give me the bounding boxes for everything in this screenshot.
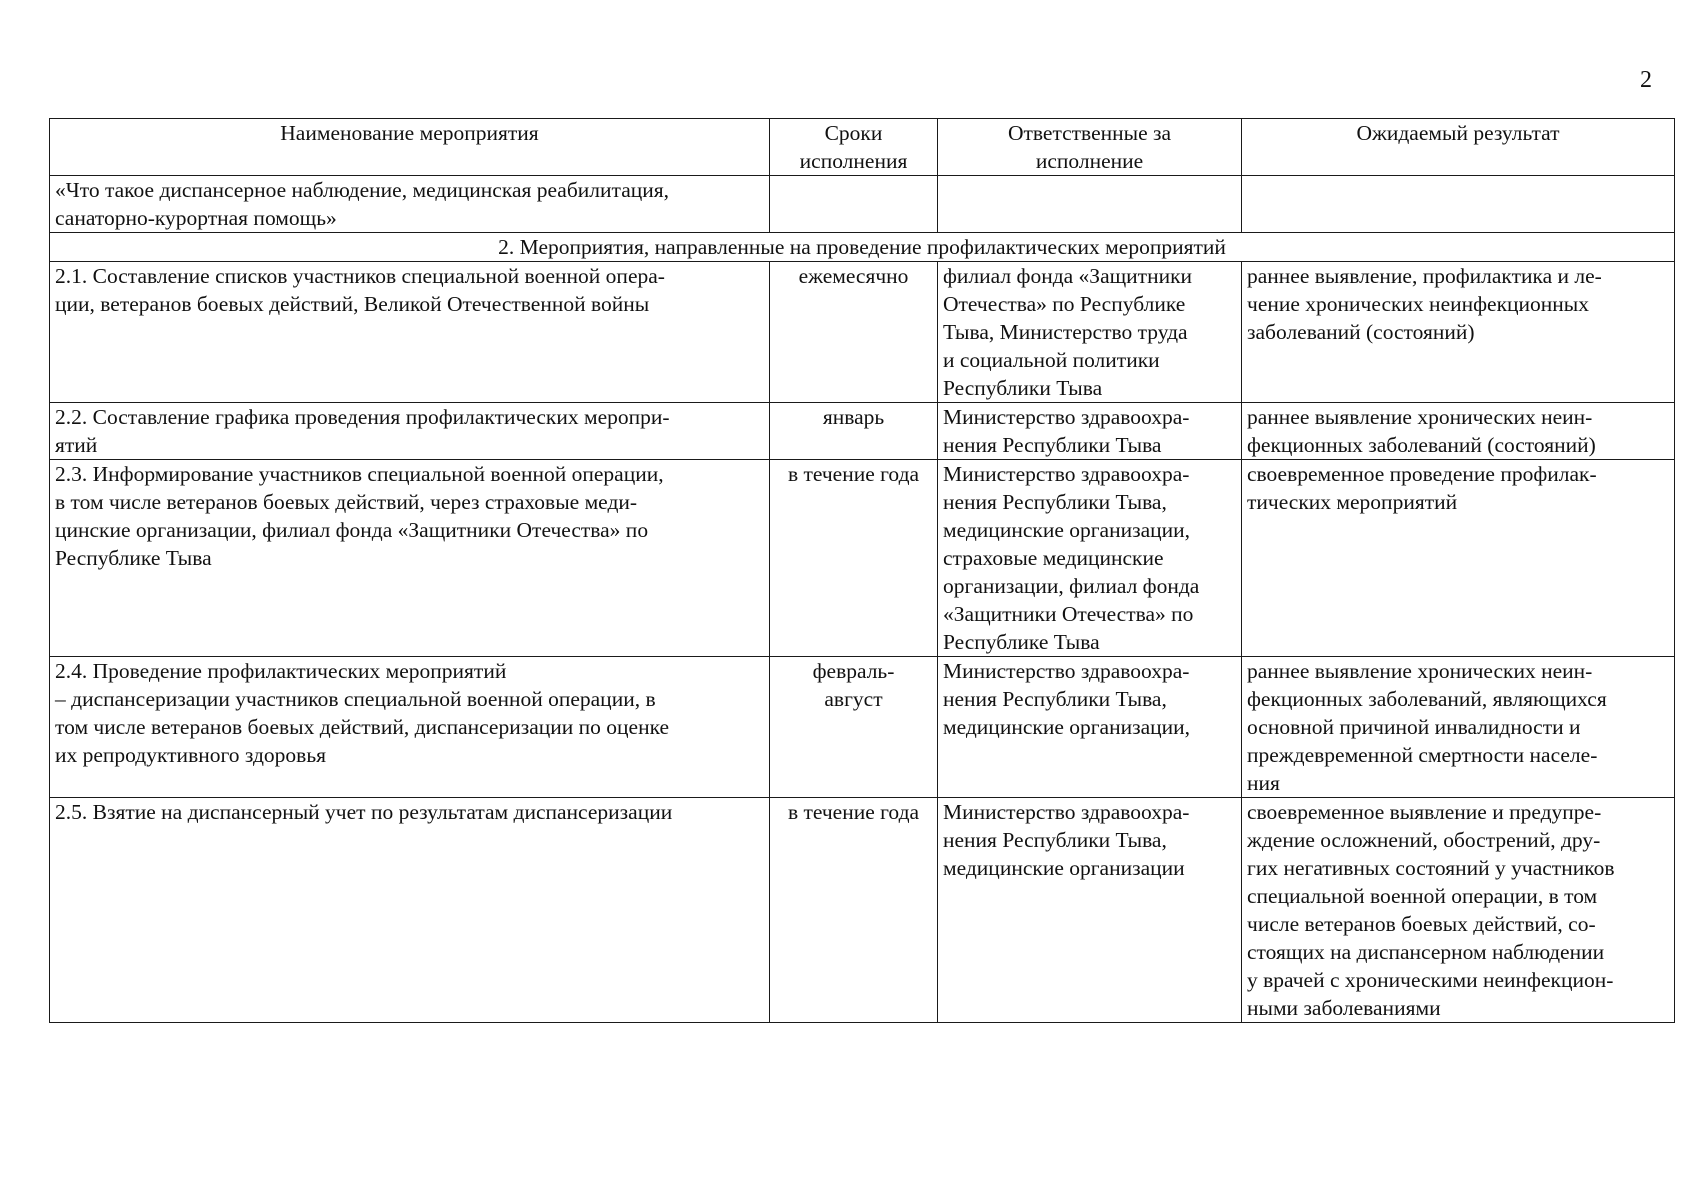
cell-result: раннее выявление хронических неин- фекционных заболеваний (состояний): [1242, 403, 1675, 460]
section-title-row: [50, 233, 1675, 262]
page-number: 2: [1640, 67, 1652, 93]
table-row: [50, 798, 1675, 1023]
cell-deadline: в течение года: [770, 798, 938, 1023]
cell-result: своевременное выявление и предупре- ждение осложнений, обострений, дру- гих негативных состояний у участников специальной военной операции, в том числе ветеранов боевых действий, со- стоящих на диспансерном наблюдении у врачей с хроническими неинфекцион- ными заболеваниями: [1242, 798, 1675, 1023]
table-row: [50, 403, 1675, 460]
cell-deadline: февраль- август: [770, 657, 938, 798]
cell-deadline: ежемесячно: [770, 262, 938, 403]
header-result: Ожидаемый результат: [1242, 119, 1675, 176]
cell-name: 2.1. Составление списков участников специальной военной опера- ции, ветеранов боевых действий, Великой Отечественной войны: [50, 262, 770, 403]
table-row: [50, 262, 1675, 403]
cell-responsible: Министерство здравоохра- нения Республики Тыва: [938, 403, 1242, 460]
cell-deadline: в течение года: [770, 460, 938, 657]
cell-name: 2.3. Информирование участников специальной военной операции, в том числе ветеранов боевых действий, через страховые меди- цинские организации, филиал фонда «Защитники Отечества» по Республике Тыва: [50, 460, 770, 657]
cell-result: [1242, 176, 1675, 233]
table-row: [50, 460, 1675, 657]
cell-responsible: [938, 176, 1242, 233]
table-row: [50, 176, 1675, 233]
header-deadline: Сроки исполнения: [770, 119, 938, 176]
activities-table: [49, 118, 1675, 1023]
cell-name: «Что такое диспансерное наблюдение, медицинская реабилитация, санаторно-курортная помощь»: [50, 176, 770, 233]
cell-name: 2.5. Взятие на диспансерный учет по результатам диспансеризации: [50, 798, 770, 1023]
cell-deadline: [770, 176, 938, 233]
section-title: 2. Мероприятия, направленные на проведение профилактических мероприятий: [50, 233, 1675, 262]
cell-responsible: Министерство здравоохра- нения Республики Тыва, медицинские организации, страховые медицинские организации, филиал фонда «Защитники Отечества» по Республике Тыва: [938, 460, 1242, 657]
cell-result: своевременное проведение профилак- тических мероприятий: [1242, 460, 1675, 657]
cell-responsible: Министерство здравоохра- нения Республики Тыва, медицинские организации,: [938, 657, 1242, 798]
table-row: [50, 657, 1675, 798]
cell-responsible: Министерство здравоохра- нения Республики Тыва, медицинские организации: [938, 798, 1242, 1023]
cell-result: раннее выявление хронических неин- фекционных заболеваний, являющихся основной причиной инвалидности и преждевременной смертности населе- ния: [1242, 657, 1675, 798]
cell-deadline: январь: [770, 403, 938, 460]
cell-name: 2.2. Составление графика проведения профилактических меропри- ятий: [50, 403, 770, 460]
table-header-row: [50, 119, 1675, 176]
header-responsible: Ответственные за исполнение: [938, 119, 1242, 176]
cell-result: раннее выявление, профилактика и ле- чение хронических неинфекционных заболеваний (состояний): [1242, 262, 1675, 403]
cell-responsible: филиал фонда «Защитники Отечества» по Республике Тыва, Министерство труда и социальной политики Республики Тыва: [938, 262, 1242, 403]
header-name: Наименование мероприятия: [50, 119, 770, 176]
cell-name: 2.4. Проведение профилактических мероприятий – диспансеризации участников специальной военной операции, в том числе ветеранов боевых действий, диспансеризации по оценке их репродуктивного здоровья: [50, 657, 770, 798]
